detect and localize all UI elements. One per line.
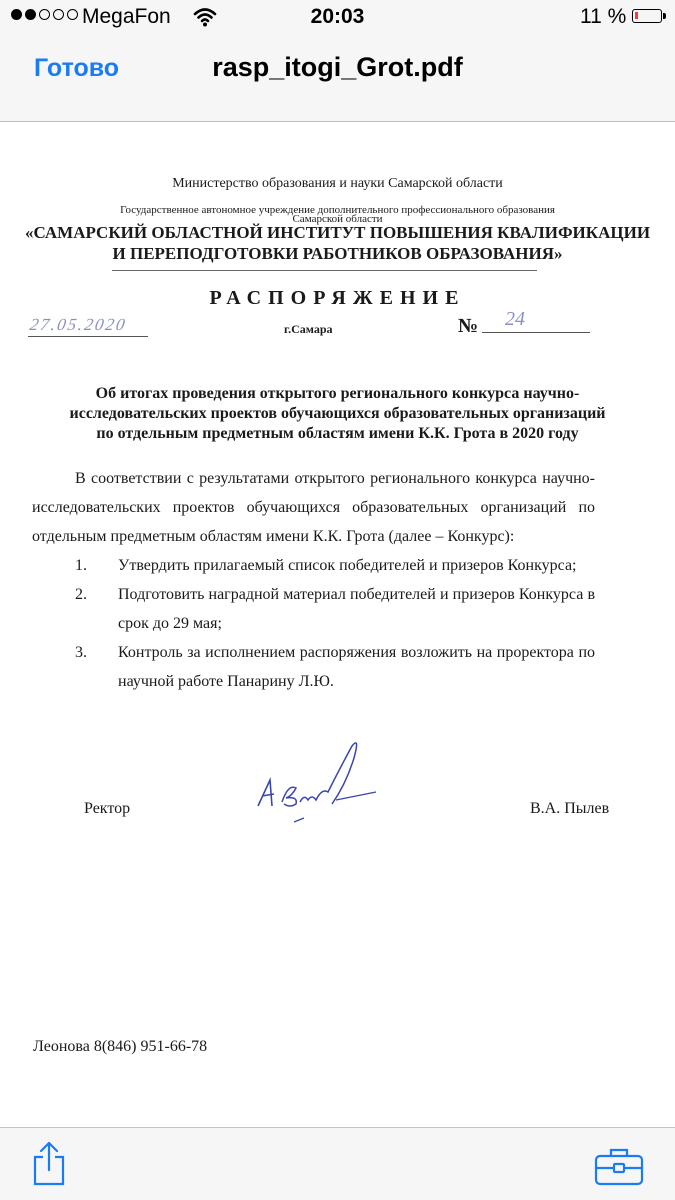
battery-icon [632, 9, 662, 23]
date-underline [28, 336, 148, 337]
header-divider [112, 270, 537, 271]
subject-line3: по отдельным предметным областям имени К.К. Грота в 2020 году [96, 425, 579, 442]
handwritten-number: 24 [505, 308, 525, 330]
clock: 20:03 [310, 5, 365, 28]
document-subject [0, 384, 675, 444]
battery-level-fill [635, 12, 638, 19]
list-item [32, 551, 595, 580]
signer-title: Ректор [84, 800, 131, 817]
share-icon[interactable] [32, 1140, 66, 1186]
carrier-name: MegaFon [82, 5, 171, 28]
list-item-number: 1. [75, 557, 87, 574]
file-title: rasp_itogi_Grot.pdf [212, 52, 463, 82]
institute-name [0, 222, 675, 264]
institute-name-line2: И ПЕРЕПОДГОТОВКИ РАБОТНИКОВ ОБРАЗОВАНИЯ» [112, 244, 563, 263]
region-line: Самарской области [292, 213, 383, 225]
done-button[interactable]: Готово [34, 54, 120, 82]
list-item-text: Контроль за исполнением распоряжения возложить на проректора по научной работе Панарину Л.Ю. [118, 644, 595, 690]
list-item-number: 3. [75, 644, 87, 661]
city: г.Самара [284, 322, 333, 336]
status-bar [0, 0, 675, 36]
bottom-toolbar [0, 1127, 675, 1200]
battery-percentage: 11 % [580, 5, 627, 28]
handwritten-date: 27.05.2020 [28, 315, 129, 334]
list-item-number: 2. [75, 586, 87, 603]
list-item-text: Утвердить прилагаемый список победителей и призеров Конкурса; [118, 557, 577, 574]
pdf-page[interactable] [0, 122, 675, 1127]
ministry-line: Министерство образования и науки Самарской области [172, 176, 503, 191]
subject-line1: Об итогах проведения открытого регионального конкурса научно- [95, 385, 580, 402]
contact-line: Леонова 8(846) 951-66-78 [33, 1038, 208, 1055]
institution-type-line: Государственное автономное учреждение дополнительного профессионального образования [120, 204, 555, 216]
list-item [32, 638, 595, 696]
signer-name: В.А. Пылев [530, 800, 610, 817]
handwritten-signature [248, 728, 388, 828]
list-item-text: Подготовить наградной материал победителей и призеров Конкурса в срок до 29 мая; [118, 586, 595, 632]
number-underline [482, 332, 590, 333]
number-label: № [458, 315, 479, 337]
toolbox-icon[interactable] [594, 1146, 644, 1186]
list-item [32, 580, 595, 638]
navigation-bar [0, 0, 675, 122]
intro-paragraph: В соответствии с результатами открытого регионального конкурса научно-исследовательских проектов обучающихся образовательных организаций по отдельным предметным областям имени К.К. Грота (далее – Конкурс): [32, 470, 595, 545]
document-type-heading: РАСПОРЯЖЕНИЕ [209, 287, 466, 309]
subject-line2: исследовательских проектов обучающихся образовательных организаций [69, 405, 606, 422]
institute-name-line1: «САМАРСКИЙ ОБЛАСТНОЙ ИНСТИТУТ ПОВЫШЕНИЯ КВАЛИФИКАЦИИ [24, 223, 651, 242]
